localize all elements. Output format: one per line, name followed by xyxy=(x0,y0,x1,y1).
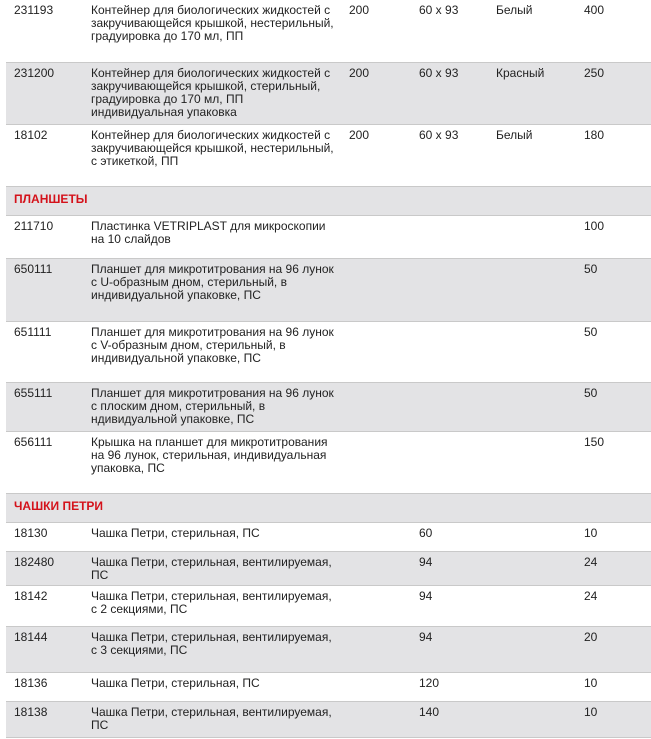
product-qty: 150 xyxy=(576,431,651,493)
product-code: 18138 xyxy=(6,701,83,737)
product-code: 18130 xyxy=(6,522,83,551)
table-row xyxy=(6,215,651,258)
product-name: Чашка Петри, стерильная, вентилируемая, ПС xyxy=(83,551,341,585)
product-qty: 50 xyxy=(576,382,651,431)
product-color xyxy=(488,431,576,493)
product-color: Белый xyxy=(488,0,576,62)
product-color xyxy=(488,321,576,382)
product-size: 60 x 93 xyxy=(411,62,488,124)
product-name: Чашка Петри, стерильная, ПС xyxy=(83,672,341,701)
table-row xyxy=(6,124,651,186)
product-size xyxy=(411,431,488,493)
product-volume xyxy=(341,321,411,382)
product-code: 211710 xyxy=(6,215,83,258)
product-code: 18144 xyxy=(6,626,83,672)
product-table xyxy=(6,0,651,738)
table-row xyxy=(6,431,651,493)
section-title: ЧАШКИ ПЕТРИ xyxy=(6,493,651,522)
product-name: Чашка Петри, стерильная, вентилируемая, ПС xyxy=(83,701,341,737)
product-code: 650111 xyxy=(6,258,83,321)
product-name: Крышка на планшет для микротитрования на 96 лунок, стерильная, индивидуальная упаковка, ПС xyxy=(83,431,341,493)
section-header-petri xyxy=(6,493,651,522)
product-name: Пластинка VETRIPLAST для микроскопии на 10 слайдов xyxy=(83,215,341,258)
product-name: Контейнер для биологических жидкостей с закручивающейся крышкой, нестерильный, с этикеткой, ПП xyxy=(83,124,341,186)
product-color xyxy=(488,672,576,701)
product-volume xyxy=(341,382,411,431)
product-name: Планшет для микротитрования на 96 лунок с U-образным дном, стерильный, в индивидуальной упаковке, ПС xyxy=(83,258,341,321)
product-volume xyxy=(341,522,411,551)
product-color xyxy=(488,551,576,585)
product-size xyxy=(411,215,488,258)
product-qty: 400 xyxy=(576,0,651,62)
table-row xyxy=(6,626,651,672)
product-size: 60 xyxy=(411,522,488,551)
product-name: Чашка Петри, стерильная, ПС xyxy=(83,522,341,551)
product-size: 94 xyxy=(411,626,488,672)
product-qty: 24 xyxy=(576,585,651,626)
product-size: 60 x 93 xyxy=(411,124,488,186)
product-color xyxy=(488,215,576,258)
table-row xyxy=(6,62,651,124)
table-row xyxy=(6,585,651,626)
section-header-plates xyxy=(6,186,651,215)
product-volume xyxy=(341,585,411,626)
table-row xyxy=(6,551,651,585)
table-row xyxy=(6,0,651,62)
product-qty: 10 xyxy=(576,522,651,551)
product-code: 231200 xyxy=(6,62,83,124)
product-size: 140 xyxy=(411,701,488,737)
product-qty: 20 xyxy=(576,626,651,672)
product-code: 231193 xyxy=(6,0,83,62)
product-name: Контейнер для биологических жидкостей с закручивающейся крышкой, нестерильный, градуировка до 170 мл, ПП xyxy=(83,0,341,62)
table-row xyxy=(6,321,651,382)
product-code: 655111 xyxy=(6,382,83,431)
product-qty: 250 xyxy=(576,62,651,124)
product-volume xyxy=(341,701,411,737)
product-volume: 200 xyxy=(341,62,411,124)
product-qty: 50 xyxy=(576,321,651,382)
product-color xyxy=(488,626,576,672)
product-qty: 10 xyxy=(576,701,651,737)
product-volume xyxy=(341,672,411,701)
product-code: 182480 xyxy=(6,551,83,585)
product-name: Чашка Петри, стерильная, вентилируемая, с 3 секциями, ПС xyxy=(83,626,341,672)
product-size: 94 xyxy=(411,551,488,585)
product-color xyxy=(488,258,576,321)
product-volume xyxy=(341,626,411,672)
product-volume xyxy=(341,551,411,585)
product-size xyxy=(411,321,488,382)
product-volume xyxy=(341,215,411,258)
product-qty: 100 xyxy=(576,215,651,258)
table-row xyxy=(6,701,651,737)
table-row xyxy=(6,522,651,551)
product-color: Белый xyxy=(488,124,576,186)
product-qty: 10 xyxy=(576,672,651,701)
product-color: Красный xyxy=(488,62,576,124)
product-code: 18136 xyxy=(6,672,83,701)
product-code: 18102 xyxy=(6,124,83,186)
product-volume xyxy=(341,431,411,493)
product-name: Контейнер для биологических жидкостей с закручивающейся крышкой, стерильный, градуировка до 170 мл, ПП индивидуальная упаковка xyxy=(83,62,341,124)
table-row xyxy=(6,672,651,701)
product-volume: 200 xyxy=(341,0,411,62)
product-color xyxy=(488,382,576,431)
product-size: 94 xyxy=(411,585,488,626)
product-name: Планшет для микротитрования на 96 лунок с V-образным дном, стерильный, в индивидуальной упаковке, ПС xyxy=(83,321,341,382)
product-size xyxy=(411,382,488,431)
product-qty: 180 xyxy=(576,124,651,186)
product-name: Чашка Петри, стерильная, вентилируемая, с 2 секциями, ПС xyxy=(83,585,341,626)
table-row xyxy=(6,258,651,321)
table-row xyxy=(6,382,651,431)
product-volume xyxy=(341,258,411,321)
product-code: 651111 xyxy=(6,321,83,382)
product-name: Планшет для микротитрования на 96 лунок с плоским дном, стерильный, в ндивидуальной упаковке, ПС xyxy=(83,382,341,431)
product-color xyxy=(488,522,576,551)
product-size xyxy=(411,258,488,321)
product-size: 120 xyxy=(411,672,488,701)
product-qty: 50 xyxy=(576,258,651,321)
product-color xyxy=(488,701,576,737)
product-code: 18142 xyxy=(6,585,83,626)
product-code: 656111 xyxy=(6,431,83,493)
product-qty: 24 xyxy=(576,551,651,585)
product-volume: 200 xyxy=(341,124,411,186)
section-title: ПЛАНШЕТЫ xyxy=(6,186,651,215)
product-size: 60 x 93 xyxy=(411,0,488,62)
product-color xyxy=(488,585,576,626)
